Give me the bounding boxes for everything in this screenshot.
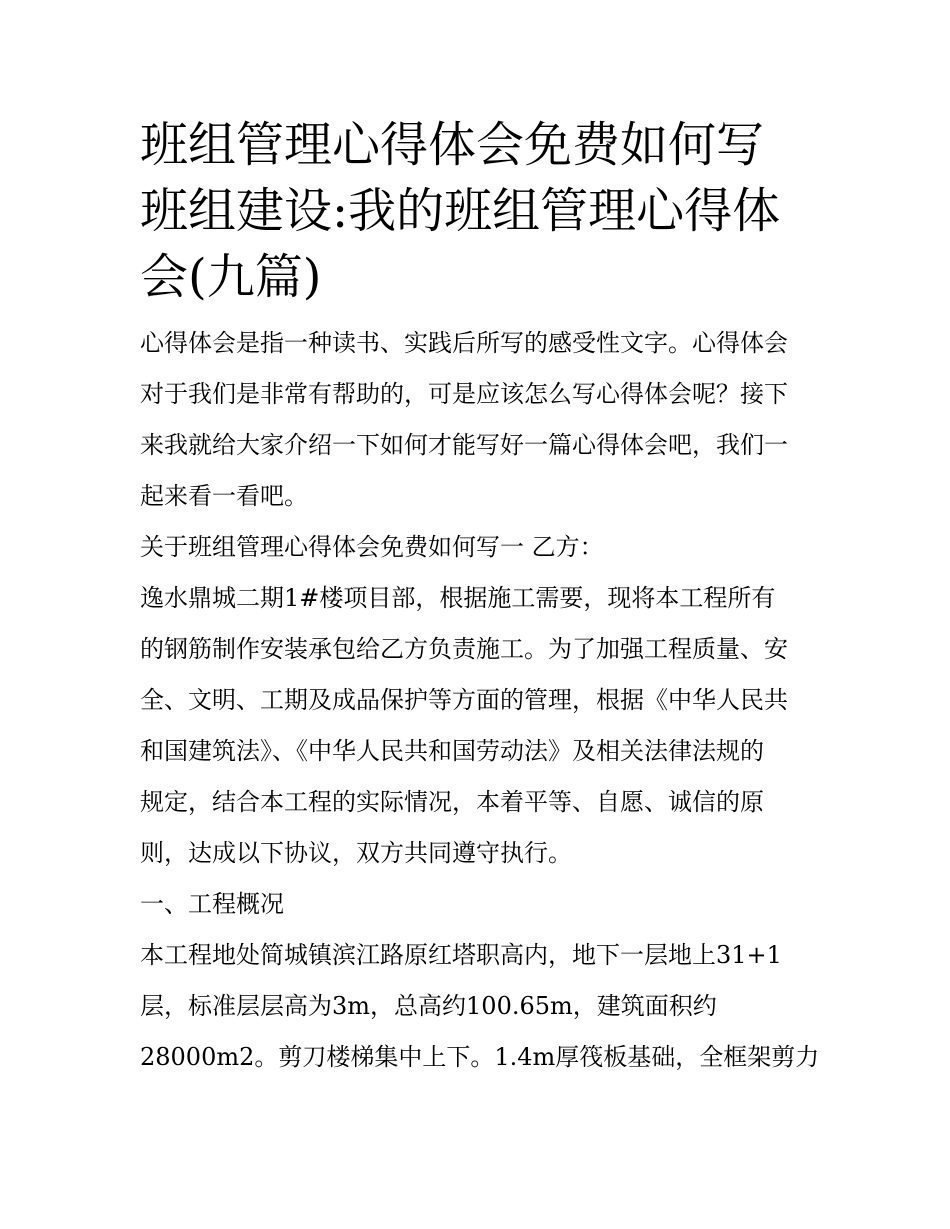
contract-line-2: 的钢筋制作安装承包给乙方负责施工。为了加强工程质量、安 xyxy=(140,635,788,663)
intro-line-1: 心得体会是指一种读书、实践后所写的感受性文字。心得体会 xyxy=(140,329,788,357)
contract-line-4: 和国建筑法》、《中华人民共和国劳动法》及相关法律法规的 xyxy=(140,737,764,765)
contract-line-6: 则，达成以下协议，双方共同遵守执行。 xyxy=(140,839,572,867)
overview-heading-line: 一、工程概况 xyxy=(140,890,284,918)
contract-line-3: 全、文明、工期及成品保护等方面的管理，根据《中华人民共 xyxy=(140,686,788,714)
contract-paragraph xyxy=(140,573,812,879)
intro-line-4: 起来看一看吧。 xyxy=(140,482,308,510)
intro-line-3: 来我就给大家介绍一下如何才能写好一篇心得体会吧，我们一 xyxy=(140,431,788,459)
intro-line-2: 对于我们是非常有帮助的，可是应该怎么写心得体会呢？接下 xyxy=(140,380,788,408)
section-heading-paragraph xyxy=(140,522,812,573)
overview-line-2: 层，标准层层高为3m，总高约100.65m，建筑面积约 xyxy=(140,992,717,1020)
document-content xyxy=(140,112,820,1083)
overview-paragraph xyxy=(140,930,820,1083)
overview-line-3: 28000m2。剪刀楼梯集中上下。1.4m厚筏板基础，全框架剪力 xyxy=(140,1043,820,1071)
contract-line-5: 规定，结合本工程的实际情况，本着平等、自愿、诚信的原 xyxy=(140,788,764,816)
title-line-1: 班组管理心得体会免费如何写 xyxy=(140,117,765,173)
document-body xyxy=(140,318,820,1083)
title-line-2: 班组建设:我的班组管理心得体 xyxy=(140,183,781,239)
intro-paragraph xyxy=(140,318,812,522)
contract-line-1: 逸水鼎城二期1#楼项目部，根据施工需要，现将本工程所有 xyxy=(140,584,776,612)
overview-heading-paragraph xyxy=(140,879,812,930)
section-heading-line: 关于班组管理心得体会免费如何写一 乙方： xyxy=(140,533,604,561)
title-line-3: 会(九篇) xyxy=(140,249,322,305)
overview-line-1: 本工程地处简城镇滨江路原红塔职高内，地下一层地上31+1 xyxy=(140,941,782,969)
document-title xyxy=(140,112,812,310)
